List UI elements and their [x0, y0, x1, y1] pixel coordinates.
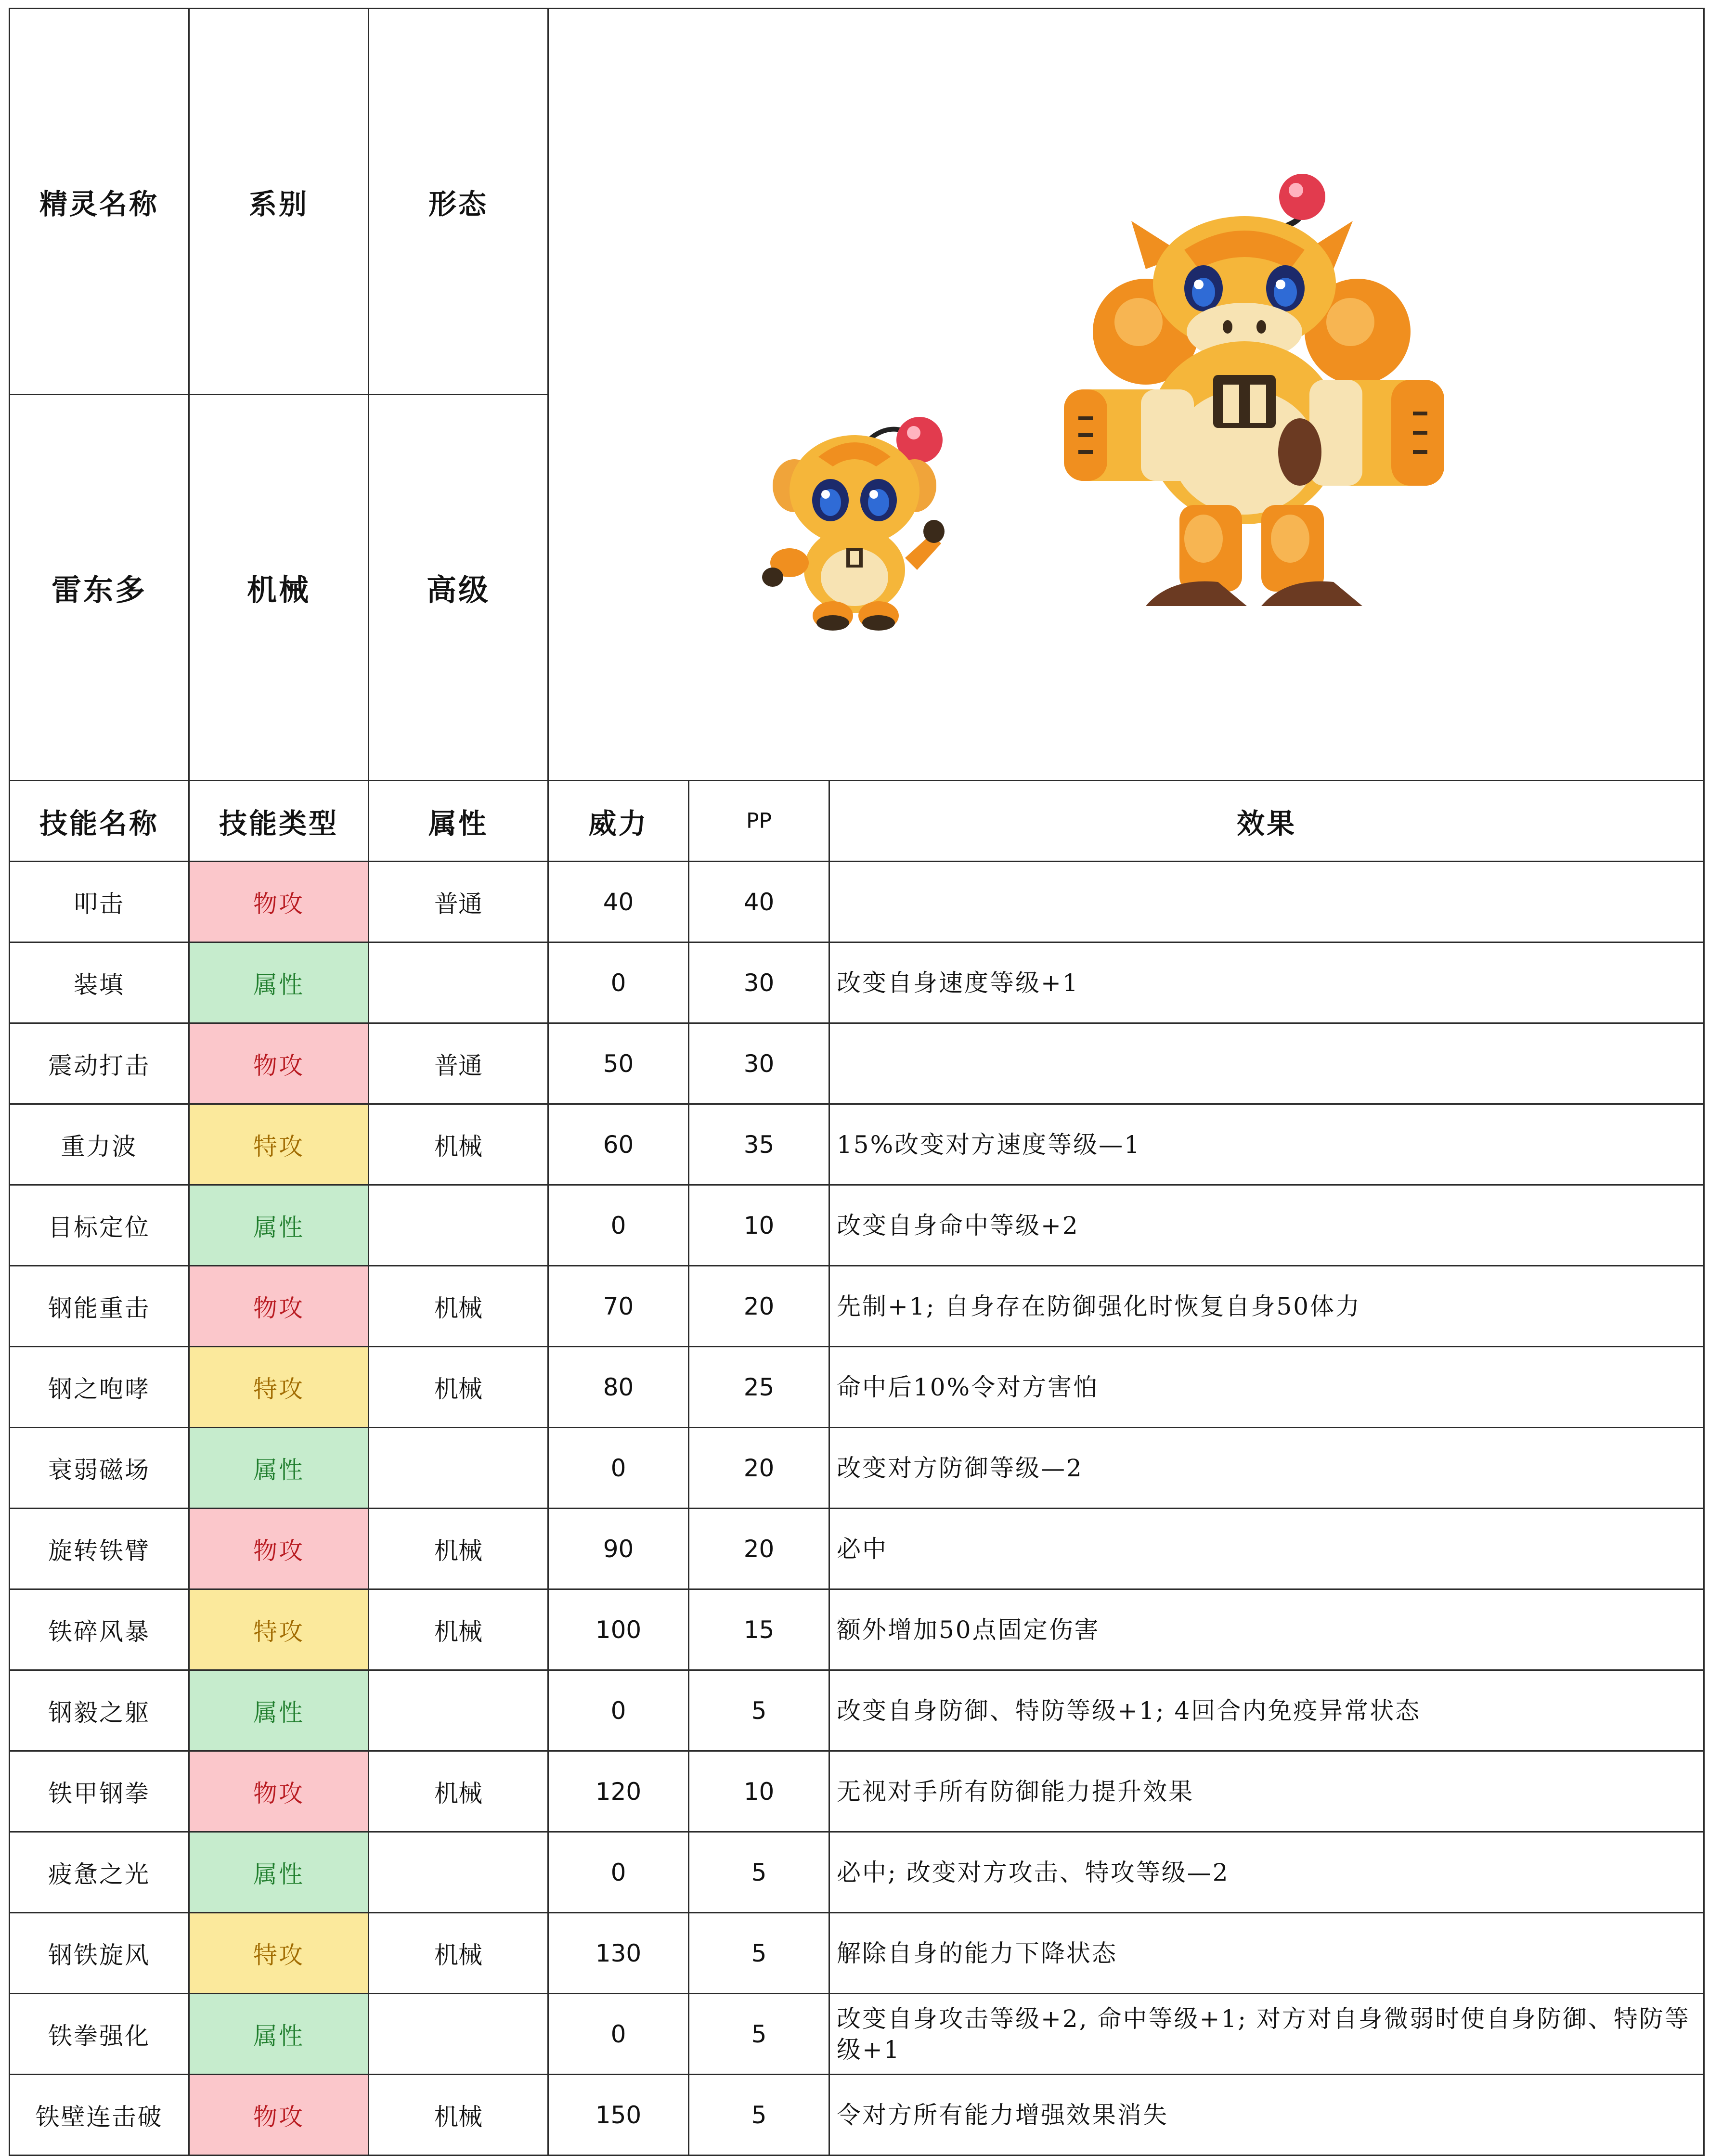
skill-category: 物攻 — [189, 862, 369, 942]
skill-pp: 30 — [689, 1023, 829, 1104]
skill-effect — [829, 1023, 1704, 1104]
skill-pp: 10 — [689, 1185, 829, 1266]
skill-name: 铁碎风暴 — [10, 1589, 189, 1670]
illustration-cell — [548, 9, 1704, 781]
skill-category: 属性 — [189, 1832, 369, 1913]
skill-pp: 5 — [689, 1832, 829, 1913]
skill-power: 0 — [548, 942, 689, 1023]
skill-effect: 改变自身防御、特防等级+1; 4回合内免疫异常状态 — [829, 1670, 1704, 1751]
skill-element: 机械 — [369, 1104, 548, 1185]
skill-effect: 必中; 改变对方攻击、特攻等级—2 — [829, 1832, 1704, 1913]
skill-element: 机械 — [369, 1347, 548, 1428]
skill-name: 疲惫之光 — [10, 1832, 189, 1913]
skill-category: 特攻 — [189, 1104, 369, 1185]
skill-name: 旋转铁臂 — [10, 1509, 189, 1589]
skill-power: 70 — [548, 1266, 689, 1347]
skill-pp: 35 — [689, 1104, 829, 1185]
skill-pp: 25 — [689, 1347, 829, 1428]
skill-name: 铁拳强化 — [10, 1994, 189, 2075]
label-form: 形态 — [369, 9, 548, 395]
skill-effect: 改变自身攻击等级+2, 命中等级+1; 对方对自身微弱时使自身防御、特防等级+1 — [829, 1994, 1704, 2075]
skill-effect: 先制+1; 自身存在防御强化时恢复自身50体力 — [829, 1266, 1704, 1347]
skill-element — [369, 1670, 548, 1751]
skill-name: 目标定位 — [10, 1185, 189, 1266]
skill-pp: 5 — [689, 1994, 829, 2075]
skill-element: 普通 — [369, 862, 548, 942]
skill-power: 0 — [548, 1832, 689, 1913]
skill-pp: 5 — [689, 1670, 829, 1751]
skill-effect: 解除自身的能力下降状态 — [829, 1913, 1704, 1994]
skill-element — [369, 1832, 548, 1913]
table-row — [10, 1509, 1704, 1589]
table-row — [10, 1751, 1704, 1832]
skill-name: 铁壁连击破 — [10, 2075, 189, 2156]
skill-category: 物攻 — [189, 1266, 369, 1347]
skill-effect: 15%改变对方速度等级—1 — [829, 1104, 1704, 1185]
header-table — [9, 8, 1705, 781]
label-name: 精灵名称 — [10, 9, 189, 395]
skill-effect: 额外增加50点固定伤害 — [829, 1589, 1704, 1670]
skill-element: 机械 — [369, 1266, 548, 1347]
skill-category: 特攻 — [189, 1347, 369, 1428]
col-skill-name: 技能名称 — [10, 781, 189, 862]
large-robot-image — [1059, 173, 1444, 635]
skill-category: 属性 — [189, 1428, 369, 1509]
table-row — [10, 1023, 1704, 1104]
skill-category: 属性 — [189, 942, 369, 1023]
value-name: 雷东多 — [10, 395, 189, 781]
col-power: 威力 — [548, 781, 689, 862]
skill-power: 130 — [548, 1913, 689, 1994]
skill-power: 50 — [548, 1023, 689, 1104]
skill-category: 物攻 — [189, 2075, 369, 2156]
skill-name: 叩击 — [10, 862, 189, 942]
skill-element: 普通 — [369, 1023, 548, 1104]
skill-category: 特攻 — [189, 1913, 369, 1994]
skill-pp: 10 — [689, 1751, 829, 1832]
table-row — [10, 1832, 1704, 1913]
skills-table — [9, 780, 1705, 2156]
skill-pp: 20 — [689, 1266, 829, 1347]
skill-category: 属性 — [189, 1185, 369, 1266]
table-row — [10, 1104, 1704, 1185]
table-row — [10, 1589, 1704, 1670]
skill-name: 衰弱磁场 — [10, 1428, 189, 1509]
skill-effect: 无视对手所有防御能力提升效果 — [829, 1751, 1704, 1832]
label-type: 系别 — [189, 9, 369, 395]
col-effect: 效果 — [829, 781, 1704, 862]
skill-element — [369, 1428, 548, 1509]
col-element: 属性 — [369, 781, 548, 862]
small-robot-image — [761, 404, 963, 635]
skill-power: 120 — [548, 1751, 689, 1832]
skill-power: 80 — [548, 1347, 689, 1428]
skill-pp: 5 — [689, 1913, 829, 1994]
skill-category: 物攻 — [189, 1023, 369, 1104]
table-row — [10, 1913, 1704, 1994]
skill-pp: 30 — [689, 942, 829, 1023]
skill-power: 0 — [548, 1428, 689, 1509]
table-row — [10, 2075, 1704, 2156]
skill-element: 机械 — [369, 2075, 548, 2156]
skill-element — [369, 1185, 548, 1266]
table-row — [10, 1994, 1704, 2075]
col-skill-category: 技能类型 — [189, 781, 369, 862]
table-row — [10, 1670, 1704, 1751]
skill-element — [369, 1994, 548, 2075]
skill-power: 150 — [548, 2075, 689, 2156]
skill-power: 60 — [548, 1104, 689, 1185]
skill-pp: 5 — [689, 2075, 829, 2156]
skill-pp: 20 — [689, 1509, 829, 1589]
pokemon-info-sheet — [9, 8, 1703, 2135]
skill-category: 物攻 — [189, 1751, 369, 1832]
skill-name: 重力波 — [10, 1104, 189, 1185]
skill-effect: 改变对方防御等级—2 — [829, 1428, 1704, 1509]
skill-name: 钢毅之躯 — [10, 1670, 189, 1751]
skill-element: 机械 — [369, 1509, 548, 1589]
value-form: 高级 — [369, 395, 548, 781]
skill-pp: 15 — [689, 1589, 829, 1670]
skill-effect: 命中后10%令对方害怕 — [829, 1347, 1704, 1428]
table-row — [10, 942, 1704, 1023]
skill-power: 100 — [548, 1589, 689, 1670]
skill-name: 铁甲钢拳 — [10, 1751, 189, 1832]
skill-category: 特攻 — [189, 1589, 369, 1670]
skill-name: 装填 — [10, 942, 189, 1023]
skill-power: 0 — [548, 1185, 689, 1266]
skill-effect: 改变自身速度等级+1 — [829, 942, 1704, 1023]
skill-pp: 40 — [689, 862, 829, 942]
skill-name: 钢之咆哮 — [10, 1347, 189, 1428]
skill-name: 震动打击 — [10, 1023, 189, 1104]
skill-name: 钢能重击 — [10, 1266, 189, 1347]
skill-power: 40 — [548, 862, 689, 942]
skill-effect: 改变自身命中等级+2 — [829, 1185, 1704, 1266]
col-pp: PP — [689, 781, 829, 862]
skill-element: 机械 — [369, 1589, 548, 1670]
skill-effect: 令对方所有能力增强效果消失 — [829, 2075, 1704, 2156]
skill-rows — [10, 862, 1704, 2156]
table-row — [10, 1428, 1704, 1509]
value-type: 机械 — [189, 395, 369, 781]
skill-power: 0 — [548, 1994, 689, 2075]
table-row — [10, 862, 1704, 942]
skill-element — [369, 942, 548, 1023]
skill-category: 属性 — [189, 1670, 369, 1751]
skill-effect — [829, 862, 1704, 942]
table-row — [10, 1185, 1704, 1266]
skill-pp: 20 — [689, 1428, 829, 1509]
skill-name: 钢铁旋风 — [10, 1913, 189, 1994]
skill-element: 机械 — [369, 1751, 548, 1832]
skill-category: 属性 — [189, 1994, 369, 2075]
table-row — [10, 1347, 1704, 1428]
skill-category: 物攻 — [189, 1509, 369, 1589]
table-row — [10, 1266, 1704, 1347]
skill-element: 机械 — [369, 1913, 548, 1994]
skill-power: 90 — [548, 1509, 689, 1589]
skill-power: 0 — [548, 1670, 689, 1751]
skills-header-row — [10, 781, 1704, 862]
skill-effect: 必中 — [829, 1509, 1704, 1589]
